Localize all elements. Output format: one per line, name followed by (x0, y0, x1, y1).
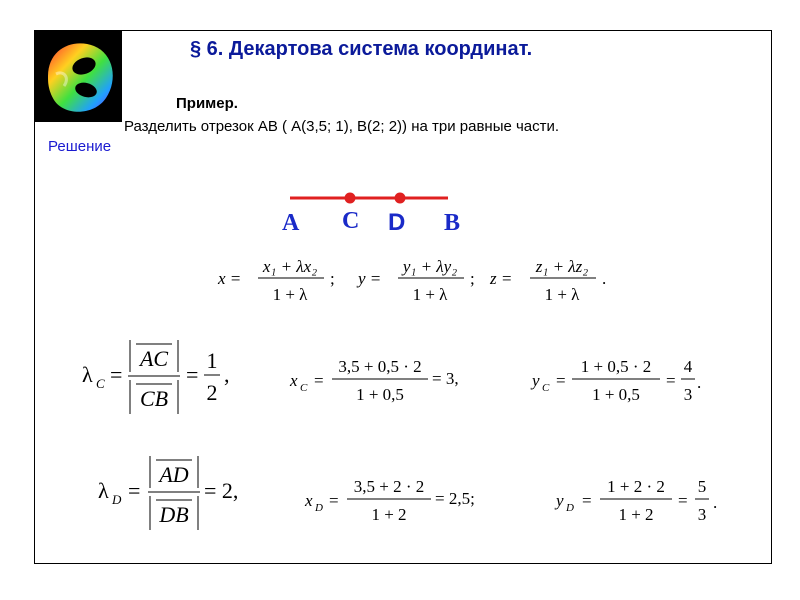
x-d-den: 1 + 2 (371, 505, 407, 524)
svg-text:x: x (305, 491, 313, 510)
x-c-den: 1 + 0,5 (356, 385, 404, 404)
y-numerator: y₁ + λy₂ (402, 257, 458, 276)
svg-text:=: = (186, 362, 199, 387)
x-c-result: = 3, (432, 369, 459, 388)
slide-title: § 6. Декартова система координат. (190, 38, 533, 60)
svg-text:λ: λ (98, 478, 109, 503)
task-statement: Разделить отрезок АВ ( А(3,5; 1), В(2; 2)) на три равные части. (124, 118, 560, 135)
lambda-d-num: AD (159, 462, 189, 487)
end-dot: . (602, 269, 607, 288)
x-lhs: x = (218, 269, 242, 288)
y-d-num: 1 + 2 · 2 (607, 477, 665, 496)
solution-label: Решение (48, 138, 112, 155)
svg-text:5: 5 (697, 477, 707, 496)
segment-diagram (270, 185, 470, 240)
sep-1: ; (330, 269, 335, 288)
x-d-num: 3,5 + 2 · 2 (353, 477, 425, 496)
x-d-result: = 2,5; (435, 489, 475, 508)
svg-text:y: y (532, 371, 540, 390)
svg-text:D: D (315, 502, 323, 514)
svg-text:3: 3 (683, 385, 693, 404)
svg-text:=: = (678, 491, 688, 510)
x-c-num: 3,5 + 0,5 · 2 (338, 357, 422, 376)
lambda-c-num: AC (139, 346, 169, 371)
point-d (395, 193, 406, 204)
svg-text:3: 3 (697, 505, 707, 524)
y-d-den: 1 + 2 (618, 505, 654, 524)
lambda-c-den: CB (139, 386, 169, 411)
svg-text:=: = (329, 491, 339, 510)
svg-text:.: . (713, 493, 718, 512)
example-label: Пример. (176, 95, 238, 112)
svg-text:=: = (666, 371, 676, 390)
general-formulas (218, 250, 628, 315)
z-denominator: 1 + λ (544, 285, 580, 304)
z-numerator: z₁ + λz₂ (535, 257, 589, 276)
y-d-formula (556, 470, 756, 535)
label-a: A (282, 210, 300, 236)
label-c: C (342, 208, 360, 234)
svg-text:C: C (542, 382, 550, 394)
x-numerator: x₁ + λx₂ (262, 257, 318, 276)
svg-text:=: = (314, 371, 324, 390)
z-lhs: z = (490, 269, 513, 288)
lambda-c-sub: C (96, 376, 105, 391)
svg-text:=: = (110, 362, 123, 387)
sep-2: ; (470, 269, 475, 288)
svg-text:=: = (128, 478, 141, 503)
svg-text:x: x (290, 371, 298, 390)
lambda-d-formula (98, 452, 268, 547)
x-c-formula (290, 350, 490, 415)
svg-text:=: = (582, 491, 592, 510)
lambda-c-val-den: 2 (206, 380, 218, 405)
lambda-c-formula (82, 332, 252, 427)
label-d: D (388, 209, 406, 236)
y-c-formula (532, 350, 732, 415)
y-lhs: y = (358, 269, 382, 288)
point-c (345, 193, 356, 204)
lambda-d-result: = 2, (204, 478, 239, 503)
label-b: B (444, 210, 461, 236)
svg-text:,: , (224, 362, 230, 387)
svg-text:4: 4 (683, 357, 693, 376)
svg-text:C: C (300, 382, 308, 394)
svg-text:D: D (566, 502, 574, 514)
x-d-formula (305, 470, 505, 535)
svg-text:y: y (556, 491, 564, 510)
svg-text:=: = (556, 371, 566, 390)
lambda-d-den: DB (159, 502, 189, 527)
lambda-c-val-num: 1 (206, 348, 218, 373)
torus-logo-icon (34, 30, 122, 122)
y-c-num: 1 + 0,5 · 2 (580, 357, 652, 376)
lambda-c-symbol: λ (82, 362, 93, 387)
svg-text:D: D (112, 492, 122, 507)
y-denominator: 1 + λ (412, 285, 448, 304)
y-c-den: 1 + 0,5 (592, 385, 640, 404)
svg-text:.: . (697, 373, 702, 392)
x-denominator: 1 + λ (272, 285, 308, 304)
